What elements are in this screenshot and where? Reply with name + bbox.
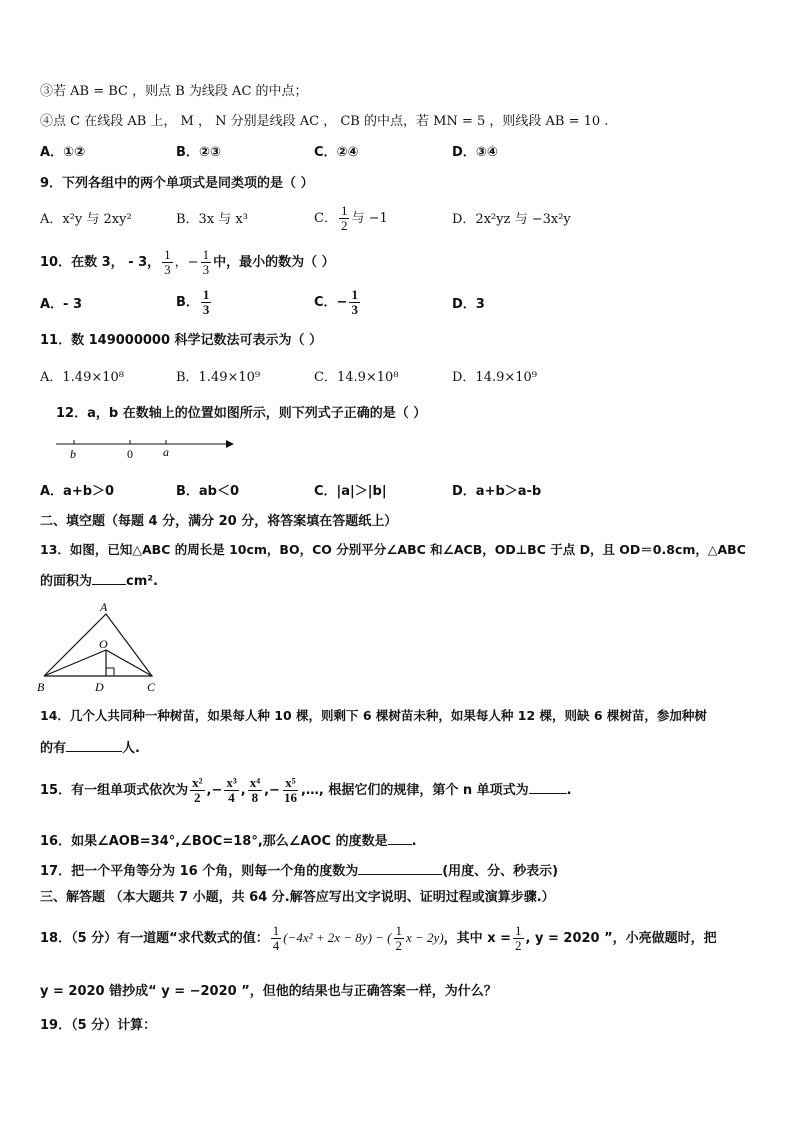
q16-line: 16．如果∠AOB=34°,∠BOC=18°,那么∠AOC 的度数是 . [40,830,417,852]
q10-option-b: B． $\frac{1}{3}$ [176,287,210,317]
q8-option-d: D．③④ [452,145,498,160]
q14-line-2: 的有 人. [40,737,140,759]
q18-line-2: y = 2020 错抄成“ y = −2020 ”，但他的结果也与正确答案一样，为什么？ [40,984,497,999]
q10-fraction-1: $\frac{1}{3}$ [164,247,171,277]
q12-option-c: C．|a|＞|b| [314,484,387,499]
q11-option-a: A．1.49×10⁸ [40,370,124,385]
q13-line-1: 13．如图，已知△ABC 的周长是 10cm，BO，CO 分别平分∠ABC 和∠ACB，OD⊥BC 于点 D，且 OD＝0.8cm，△ABC [40,542,746,557]
label-d: D [95,680,104,694]
q9-option-c-fraction: $\frac{1}{2}$ [340,203,348,233]
q12-number-line [50,436,240,462]
axis-label-zero: 0 [127,447,133,461]
q11-option-b: B．1.49×10⁹ [176,370,261,385]
axis-label-b: b [70,447,76,461]
q10-option-d: D．3 [452,297,485,312]
q10-option-a: A．- 3 [40,297,83,312]
section-3-heading: 三、解答题 （本大题共 7 小题，共 64 分.解答应写出文字说明、证明过程或演算步骤.） [40,890,555,905]
q9-option-c [314,204,388,233]
label-c: C [147,680,156,694]
q12-option-a: A．a+b＞0 [40,484,115,499]
q9-option-c-text: 与 −1 [351,211,388,226]
q19-line: 19．（5 分）计算： [40,1018,157,1033]
q11-option-c: C．14.9×10⁸ [314,370,399,385]
q15-line: 15．有一组单项式依次为 $\frac{\text{x²}}{2}$ ,− $\frac{\text{x³}}{4}$ , $\frac{\text{x⁴}}{8}$ ,− $\frac{\text{x⁵}}{16}$ ,…, 根据它们的规律，第个 n 单项式为 . [40,775,572,805]
q10-stem: 10．在数 3， - 3， $\frac{1}{3}$ ，− $\frac{1}{3}$ 中，最小的数为（ ） [40,247,335,277]
q10-option-c: C．− $\frac{1}{3}$ [314,287,358,317]
label-b: B [37,680,45,694]
q13-triangle-figure [34,600,164,696]
q12-option-d: D．a+b＞a-b [452,484,542,499]
axis-label-a: a [163,445,169,459]
q12-option-b: B．ab＜0 [176,484,240,499]
q9-stem: 9．下列各组中的两个单项式是同类项的是（ ） [40,176,314,191]
q9-option-d: D．2x²yz 与 −3x²y [452,212,571,227]
q12-stem: 12．a，b 在数轴上的位置如图所示，则下列式子正确的是（ ） [56,406,427,421]
arrow-icon [226,440,234,448]
q8-statement-4: ④点 C 在线段 AB 上， M ， N 分别是线段 AC ， CB 的中点，若 MN = 5 ，则线段 AB = 10 . [40,114,609,129]
q8-option-b: B．②③ [176,145,221,160]
label-a: A [100,600,108,614]
q9-option-a: A．x²y 与 2xy² [40,212,132,227]
q18-line-1: 18．（5 分）有一道题“求代数式的值： $\frac{1}{4}$ (−4x² + 2x − 8y) − ( $\frac{1}{2}$ x − 2y)，其中 x = $\frac{1}{2}$ , y = 2020 ”，小亮做题时，把 [40,923,717,953]
section-2-heading: 二、填空题（每题 4 分，满分 20 分，将答案填在答题纸上） [40,514,398,529]
q9-option-c-label: C． [314,211,337,226]
q8-option-c: C．②④ [314,145,359,160]
q17-line: 17．把一个平角等分为 16 个角，则每一个角的度数为 (用度、分、秒表示) [40,860,558,882]
q14-line-1: 14．几个人共同种一种树苗，如果每人种 10 棵，则剩下 6 棵树苗未种，如果每人种 12 棵，则缺 6 棵树苗，参加种树 [40,708,707,723]
q8-option-a: A．①② [40,145,86,160]
q8-statement-3: ③若 AB = BC ，则点 B 为线段 AC 的中点； [40,84,308,99]
q11-option-d: D．14.9×10⁹ [452,370,538,385]
q11-stem: 11．数 149000000 科学记数法可表示为（ ） [40,333,323,348]
label-o: O [99,637,108,651]
q9-option-b: B．3x 与 x³ [176,212,248,227]
q13-line-2: 的面积为 cm². [40,570,158,592]
q10-fraction-2: $\frac{1}{3}$ [202,247,210,277]
